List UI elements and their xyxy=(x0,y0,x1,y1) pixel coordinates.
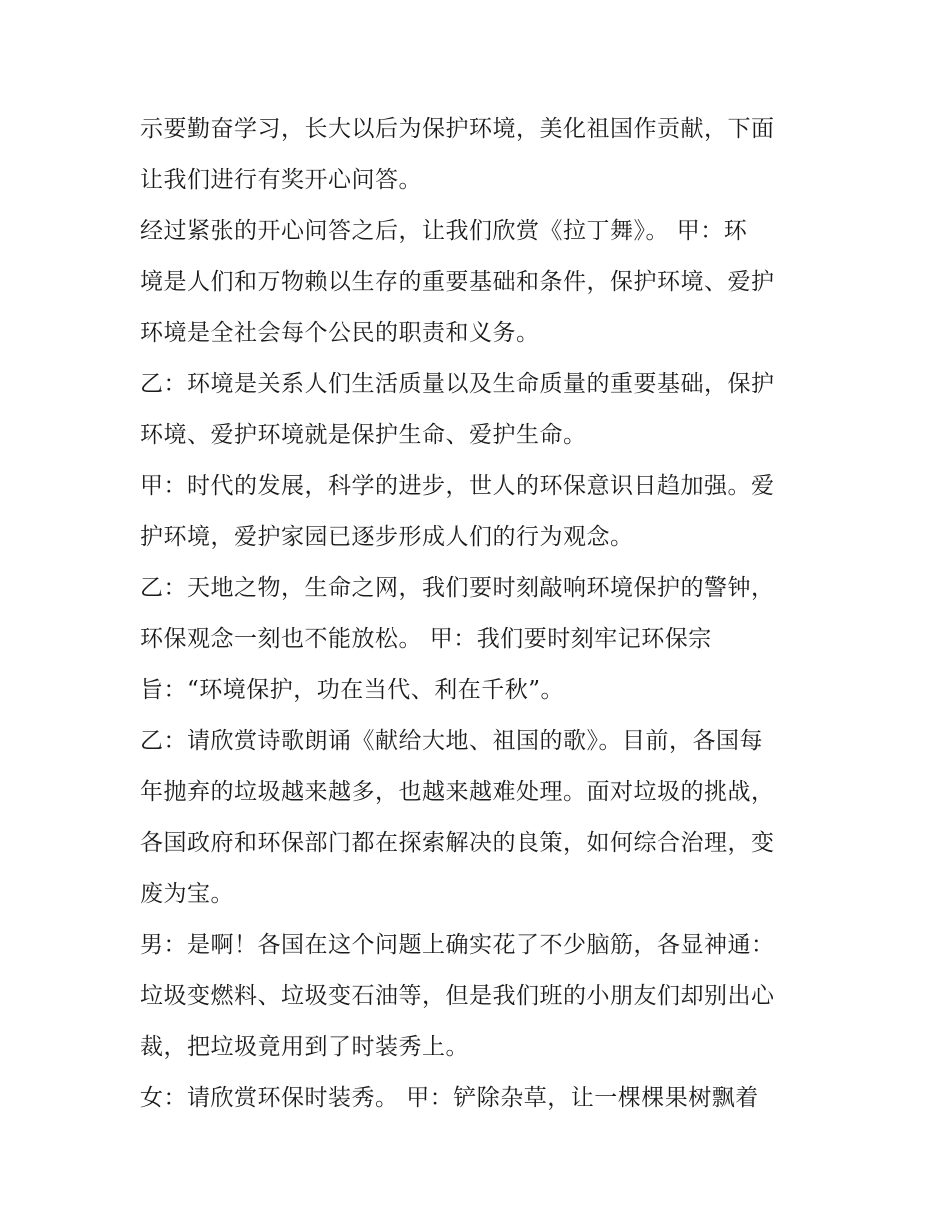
text-line: 让我们进行有奖开心问答。 xyxy=(140,167,422,193)
text-line: 垃圾变燃料、垃圾变石油等，但是我们班的小朋友们却别出心 xyxy=(140,983,775,1009)
text-line: 环境、爱护环境就是保护生命、爱护生命。 xyxy=(140,422,587,448)
text-line: 甲：时代的发展，科学的进步，世人的环保意识日趋加强。爱 xyxy=(140,473,775,499)
text-line: 各国政府和环保部门都在探索解决的良策，如何综合治理，变 xyxy=(140,830,775,856)
text-line: 护环境，爱护家园已逐步形成人们的行为观念。 xyxy=(140,524,634,550)
text-line: 环境是全社会每个公民的职责和义务。 xyxy=(140,320,540,346)
text-line: 境是人们和万物赖以生存的重要基础和条件，保护环境、爱护 xyxy=(140,269,775,295)
text-line: 示要勤奋学习，长大以后为保护环境，美化祖国作贡献，下面 xyxy=(140,116,775,142)
text-line: 乙：请欣赏诗歌朗诵《献给大地、祖国的歌》。目前，各国每 xyxy=(140,728,763,754)
text-line: 年抛弃的垃圾越来越多，也越来越难处理。面对垃圾的挑战， xyxy=(140,779,775,805)
text-line: 经过紧张的开心问答之后，让我们欣赏《拉丁舞》。 甲：环 xyxy=(140,218,748,244)
text-line: 乙：天地之物，生命之网，我们要时刻敲响环境保护的警钟， xyxy=(140,575,775,601)
text-line: 男：是啊！各国在这个问题上确实花了不少脑筋，各显神通： xyxy=(140,932,775,958)
document-body xyxy=(140,104,830,1124)
text-line: 废为宝。 xyxy=(140,881,234,907)
text-line: 裁，把垃圾竟用到了时装秀上。 xyxy=(140,1034,469,1060)
text-line: 环保观念一刻也不能放松。 甲：我们要时刻牢记环保宗 xyxy=(140,626,712,652)
text-line: 旨：“环境保护，功在当代、利在千秋”。 xyxy=(140,677,565,703)
text-line: 乙：环境是关系人们生活质量以及生命质量的重要基础，保护 xyxy=(140,371,775,397)
text-line: 女：请欣赏环保时装秀。 甲：铲除杂草，让一棵棵果树飘着 xyxy=(140,1085,759,1111)
